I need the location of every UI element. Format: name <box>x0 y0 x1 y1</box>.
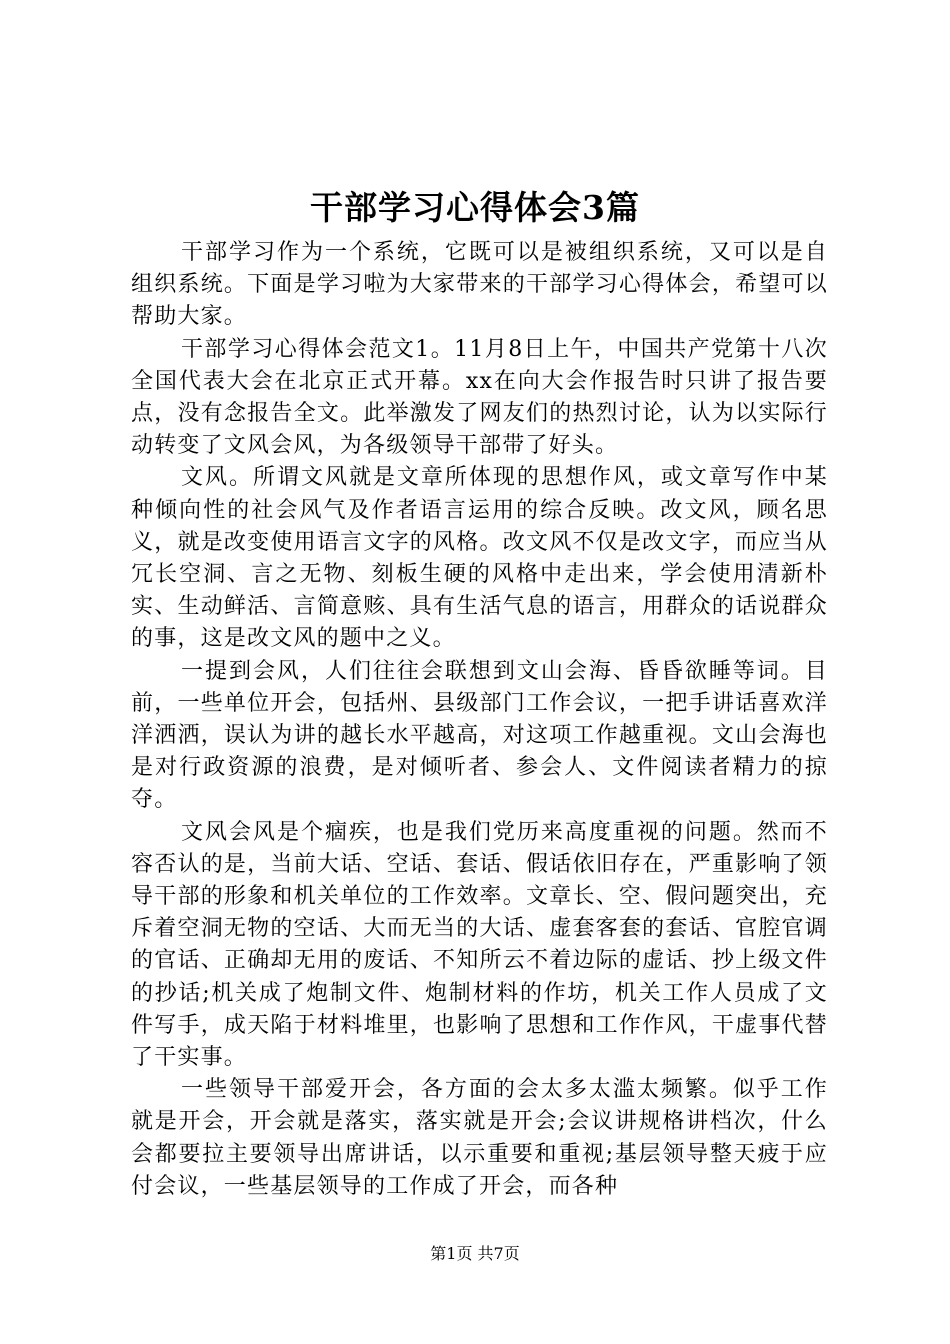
paragraph-chronic-problem: 文风会风是个痼疾，也是我们党历来高度重视的问题。然而不容否认的是，当前大话、空话、套话、假话依旧存在，严重影响了领导干部的形象和机关单位的工作效率。文章长、空、假问题突出，充斥着空洞无物的空话、大而无当的大话、虚套客套的套话、官腔官调的官话、正确却无用的废话、不知所云不着边际的虚话、抄上级文件的抄话;机关成了炮制文件、炮制材料的作坊，机关工作人员成了文件写手，成天陷于材料堆里，也影响了思想和工作作风，干虚事代替了干实事。 <box>131 819 828 1071</box>
paragraph-writing-style: 文风。所谓文风就是文章所体现的思想作风，或文章写作中某种倾向性的社会风气及作者语言运用的综合反映。改文风，顾名思义，就是改变使用语言文字的风格。改文风不仅是改文字，而应当从冗长空洞、言之无物、刻板生硬的风格中走出来，学会使用清新朴实、生动鲜活、言简意赅、具有生活气息的语言，用群众的话说群众的事，这是改文风的题中之义。 <box>131 465 828 652</box>
paragraph-meeting-style: 一提到会风，人们往往会联想到文山会海、昏昏欲睡等词。目前，一些单位开会，包括州、县级部门工作会议，一把手讲话喜欢洋洋洒洒，误认为讲的越长水平越高，对这项工作越重视。文山会海也是对行政资源的浪费，是对倾听者、参会人、文件阅读者精力的掠夺。 <box>131 658 828 813</box>
paragraph-too-many-meetings: 一些领导干部爱开会，各方面的会太多太滥太频繁。似乎工作就是开会，开会就是落实，落实就是开会;会议讲规格讲档次，什么会都要拉主要领导出席讲话，以示重要和重视;基层领导整天疲于应付会议，一些基层领导的工作成了开会，而各种 <box>131 1077 828 1199</box>
document-title: 干部学习心得体会3篇 <box>310 188 640 227</box>
page-number-footer: 第1页 共7页 <box>430 1244 520 1263</box>
paragraph-intro: 干部学习作为一个系统，它既可以是被组织系统，又可以是自组织系统。下面是学习啦为大家带来的干部学习心得体会，希望可以帮助大家。 <box>131 240 828 330</box>
document-body <box>131 237 828 1203</box>
paragraph-sample-1: 干部学习心得体会范文1。11月8日上午，中国共产党第十八次全国代表大会在北京正式开幕。xx在向大会作报告时只讲了报告要点，没有念报告全文。此举激发了网友们的热烈讨论，认为以实际行动转变了文风会风，为各级领导干部带了好头。 <box>131 336 828 459</box>
